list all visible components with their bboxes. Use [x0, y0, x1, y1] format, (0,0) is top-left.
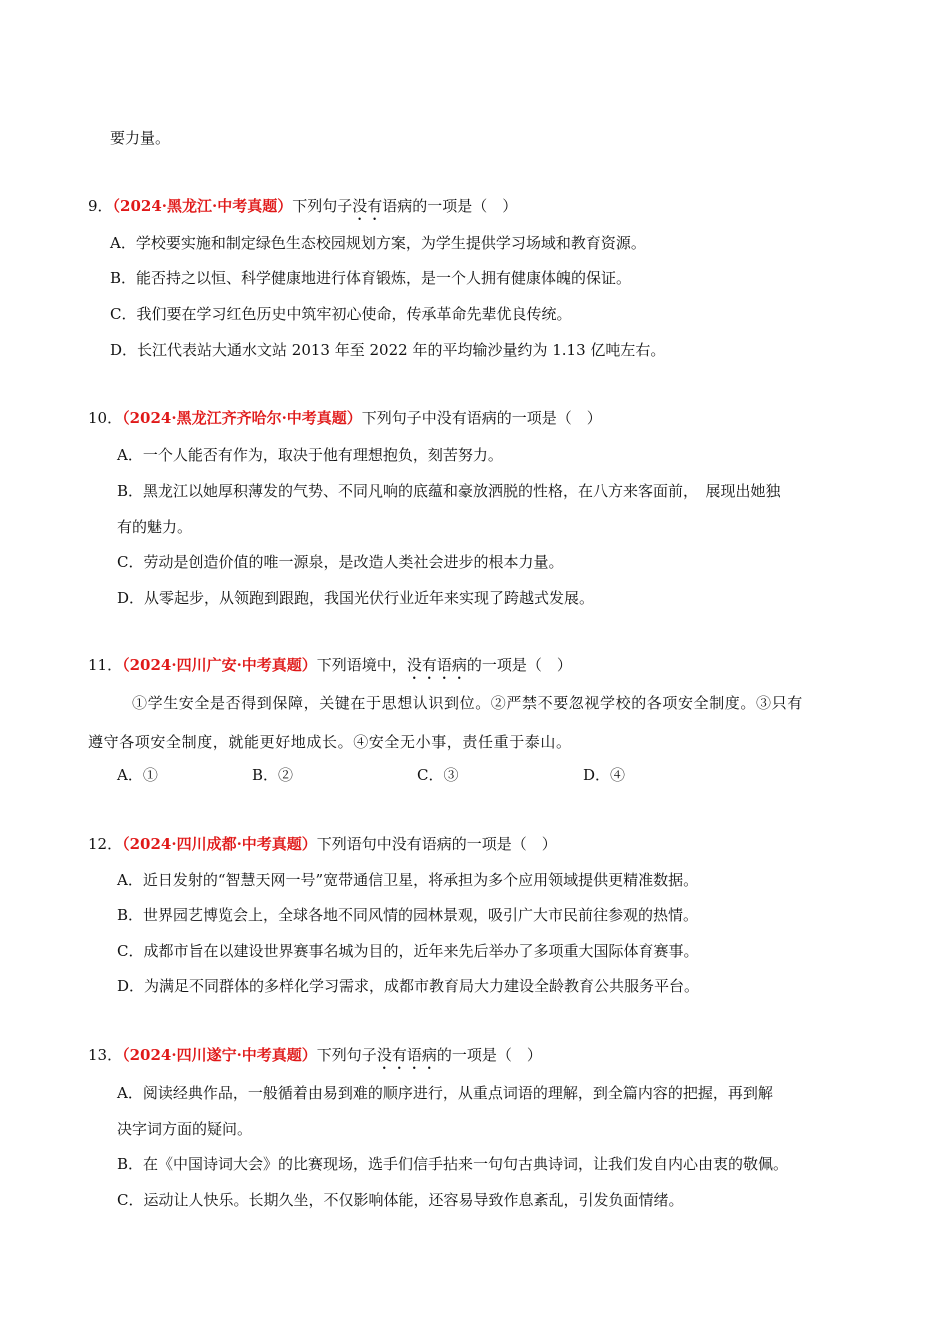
- option-b: B．黑龙江以她厚积薄发的气势、不同凡响的底蕴和豪放洒脱的性格，在八方来客面前， 展现出她独: [117, 482, 781, 500]
- question-number: 11．: [88, 656, 123, 674]
- stem-text: 的一项是（ ）: [436, 1046, 542, 1064]
- emphasized-text: 没有语病: [376, 1046, 437, 1064]
- option-c: C．成都市旨在以建设世界赛事名城为目的，近年来先后举办了多项重大国际体育赛事。: [117, 942, 699, 960]
- option-c: C．我们要在学习红色历史中筑牢初心使命，传承革命先辈优良传统。: [110, 305, 572, 323]
- passage-line-2: 遵守各项安全制度，就能更好地成长。④安全无小事，责任重于泰山。: [88, 733, 572, 751]
- stem-text: 下列语句中没有语病的一项是（ ）: [316, 835, 557, 853]
- option-c: C．劳动是创造价值的唯一源泉，是改造人类社会进步的根本力量。: [117, 553, 564, 571]
- option-d: D．从零起步，从领跑到跟跑，我国光伏行业近年来实现了跨越式发展。: [117, 589, 595, 607]
- option-a: A．阅读经典作品，一般循着由易到难的顺序进行，从重点词语的理解，到全篇内容的把握，再到解: [117, 1084, 773, 1102]
- stem-text: 下列句子: [316, 1046, 377, 1064]
- option-a-continued: 决字词方面的疑问。: [117, 1120, 253, 1138]
- question-number: 10．: [88, 409, 123, 427]
- option-b: B．在《中国诗词大会》的比赛现场，选手们信手拈来一句句古典诗词，让我们发自内心由衷的敬佩。: [117, 1155, 789, 1173]
- question-13-stem: [88, 1045, 542, 1073]
- question-12-stem: [88, 834, 557, 854]
- question-source: （2024·黑龙江齐齐哈尔·中考真题）: [122, 409, 362, 427]
- question-source: （2024·四川成都·中考真题）: [122, 835, 317, 853]
- option-a: A．近日发射的“智慧天网一号”宽带通信卫星，将承担为多个应用领域提供更精准数据。: [117, 871, 699, 889]
- stem-text: 下列句子中没有语病的一项是（ ）: [361, 409, 602, 427]
- stem-text: 下列句子: [292, 197, 353, 215]
- question-9-stem: [88, 196, 517, 224]
- question-11-stem: [88, 655, 572, 683]
- option-a: A．学校要实施和制定绿色生态校园规划方案，为学生提供学习场域和教育资源。: [110, 234, 646, 252]
- question-10-stem: [88, 408, 602, 428]
- previous-text-tail: 要力量。: [110, 129, 171, 147]
- stem-text: 的一项是（ ）: [466, 656, 572, 674]
- option-a: A．①: [117, 766, 158, 784]
- option-b-continued: 有的魅力。: [117, 518, 193, 536]
- passage-line-1: ①学生安全是否得到保障，关键在于思想认识到位。②严禁不要忽视学校的各项安全制度。③只有: [132, 694, 803, 712]
- option-c: C．运动让人快乐。长期久坐，不仅影响体能，还容易导致作息紊乱，引发负面情绪。: [117, 1191, 684, 1209]
- question-source: （2024·黑龙江·中考真题）: [112, 197, 293, 215]
- option-d: D．长江代表站大通水文站 2013 年至 2022 年的平均输沙量约为 1.13 亿吨左右。: [110, 341, 666, 359]
- option-a: A．一个人能否有作为，取决于他有理想抱负，刻苦努力。: [117, 446, 503, 464]
- question-source: （2024·四川广安·中考真题）: [122, 656, 317, 674]
- question-number: 13．: [88, 1046, 123, 1064]
- question-number: 9．: [88, 197, 113, 215]
- stem-text: 语病的一项是（ ）: [382, 197, 518, 215]
- option-d: D．为满足不同群体的多样化学习需求，成都市教育局大力建设全龄教育公共服务平台。: [117, 977, 700, 995]
- option-d: D．④: [583, 766, 626, 784]
- option-b: B．②: [252, 766, 294, 784]
- stem-text: 下列语境中，: [316, 656, 407, 674]
- option-c: C．③: [417, 766, 459, 784]
- emphasized-text: 没有: [352, 197, 383, 215]
- emphasized-text: 没有语病: [406, 656, 467, 674]
- option-b: B．世界园艺博览会上，全球各地不同风情的园林景观，吸引广大市民前往参观的热情。: [117, 906, 699, 924]
- question-number: 12．: [88, 835, 123, 853]
- option-b: B．能否持之以恒、科学健康地进行体育锻炼，是一个人拥有健康体魄的保证。: [110, 269, 632, 287]
- question-source: （2024·四川遂宁·中考真题）: [122, 1046, 317, 1064]
